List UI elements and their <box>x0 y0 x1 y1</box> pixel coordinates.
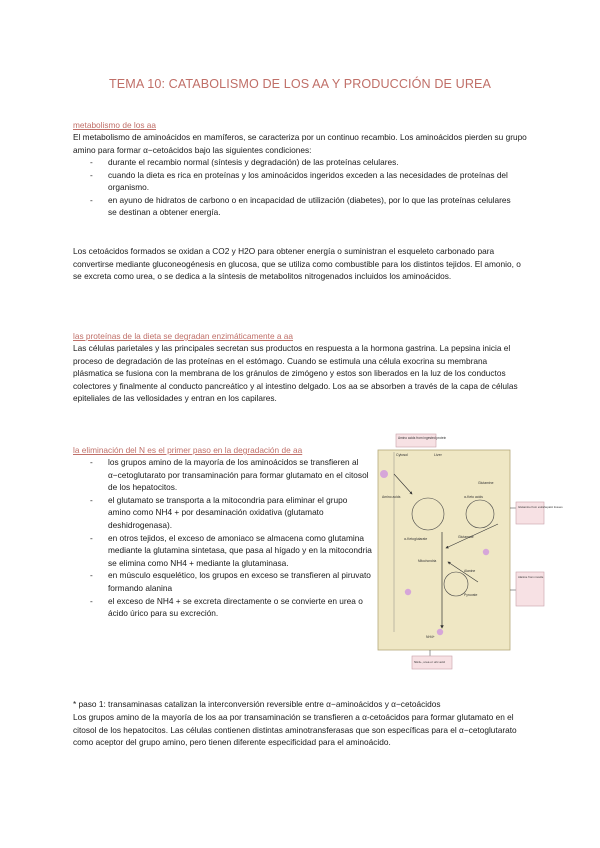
section-heading-eliminacion: la eliminación del N es el primer paso en la degradación de aa <box>73 445 303 455</box>
figure-liver-panel <box>378 450 510 650</box>
figure-label-glu: Glutamate <box>458 535 474 539</box>
figure-nh3-node <box>380 470 388 478</box>
figure-label-aa: Amino acids <box>382 495 401 499</box>
bullet-list-conditions <box>90 156 520 219</box>
figure-label-liver: Liver <box>434 453 442 457</box>
figure-nh3-node <box>405 589 411 595</box>
figure-side-label-glutamine: Glutamine from extrahepatic tissues <box>518 505 563 509</box>
figure-label-gln: Glutamine <box>478 481 494 485</box>
bullet-dash: - <box>90 532 93 543</box>
list-item: - en músculo esquelético, los grupos en exceso se transfieren al piruvato formando alanina <box>90 570 371 593</box>
paragraph-transaminacion: Los grupos amino de la mayoría de los aa por transaminación se transfieren a α-cetoácidos para formar glutamato en el citosol de los hepatocitos. Las células contienen distintas aminotransferasas que son específicas para el α−cetoglutarato como aceptor del grupo amino, pero tienen diferente especificidad para el aminoácido. <box>73 712 517 748</box>
figure-label-ala: Alanine <box>464 569 476 573</box>
list-item: - los grupos amino de la mayoría de los aminoácidos se transfieren al α−cetoglutarato por transaminación para formar glutamato en el citosol de los hepatocitos. <box>90 457 369 493</box>
figure-label-akg: α-Ketoglutarate <box>404 537 428 541</box>
list-item: - cuando la dieta es rica en proteínas y los aminoácidos ingeridos exceden a las necesidades de proteínas del organismo. <box>90 169 508 193</box>
bullet-dash: - <box>90 570 93 581</box>
bullet-dash: - <box>90 157 93 167</box>
list-item: - el exceso de NH4 + se excreta directamente o se convierte en urea o ácido úrico para su excreción. <box>90 595 363 619</box>
list-item: - en ayuno de hidratos de carbono o en incapacidad de utilización (diabetes), por lo que las proteínas celulares se destinan a obtener energía. <box>90 194 511 218</box>
paragraph-step1: * paso 1: transaminasas catalizan la interconversión reversible entre α−aminoácidos y α−cetoácidos <box>73 699 441 709</box>
bullet-dash: - <box>90 169 93 180</box>
figure-label-mito: Mitochondria <box>418 559 437 563</box>
bullet-list-eliminacion <box>90 456 372 620</box>
list-item: - en otros tejidos, el exceso de amoniaco se almacena como glutamina mediante la glutamina sintetasa, que pasa al hígado y en la mitocondria se elimina como NH4 + mediante la glutaminasa. <box>90 532 372 568</box>
paragraph-proteinas: Las células parietales y las principales secretan sus productos en respuesta a la hormona gastrina. La pepsina inicia el proceso de degradación de las proteínas en el estómago. Cuando se estimula una célula exocrina su membrana plásmatica se fusiona con la membrana de los gránulos de zimógeno y estos son liberados en la luz de los conductos colectores y finalmente al conducto pancreático y al intestino delgado. Los aa se absorben a través de la capa de células epiteliales de las vellosidades y entran en los capilares. <box>73 343 518 404</box>
page-title: TEMA 10: CATABOLISMO DE LOS AA Y PRODUCCIÓN DE UREA <box>108 77 492 91</box>
figure-nh3-node <box>437 629 443 635</box>
list-item: - durante el recambio normal (síntesis y degradación) de las proteínas celulares. <box>90 157 399 167</box>
figure-label-pyr: Pyruvate <box>464 593 478 597</box>
figure-bottom-label: NH4+, urea or uric acid <box>414 660 445 664</box>
figure-top-label: Amino acids from ingested protein <box>398 436 447 440</box>
bullet-dash: - <box>90 494 93 505</box>
figure-side-label-alanine: Alanine from muscle <box>518 575 544 579</box>
paragraph-intro: El metabolismo de aminoácidos en mamíferos, se caracteriza por un continuo recambio. Los aminoácidos pierden su grupo amino para formar α−cetoácidos bajo las siguientes condiciones: <box>73 132 527 155</box>
figure-nitrogen-elimination <box>368 432 563 692</box>
bullet-dash: - <box>90 194 93 205</box>
section-heading-metabolismo: metabolismo de los aa <box>73 120 157 130</box>
figure-label-keto: α-Keto acids <box>464 495 483 499</box>
list-item: - el glutamato se transporta a la mitocondria para eliminar el grupo amino como NH4 + por desaminación oxidativa (glutamato deshidrogenasa). <box>90 494 348 530</box>
section-heading-proteinas: las proteínas de la dieta se degradan enzimáticamente a aa <box>73 331 294 341</box>
paragraph-cetoacidos: Los cetoácidos formados se oxidan a CO2 y H2O para obtener energía o suministran el esqueleto carbonado para convertirse mediante gluconeogénesis en glucosa, que se utiliza como combustible para los distintos tejidos. El amonio, o se excreta como urea, o se dedica a la síntesis de metabolitos nitrogenados incluidos los aminoácidos. <box>73 246 521 282</box>
bullet-dash: - <box>90 595 93 606</box>
figure-label-cytosol: Cytosol <box>396 453 408 457</box>
figure-label-nh4: NH4+ <box>426 635 435 639</box>
figure-nh3-node <box>483 549 489 555</box>
bullet-dash: - <box>90 457 93 467</box>
